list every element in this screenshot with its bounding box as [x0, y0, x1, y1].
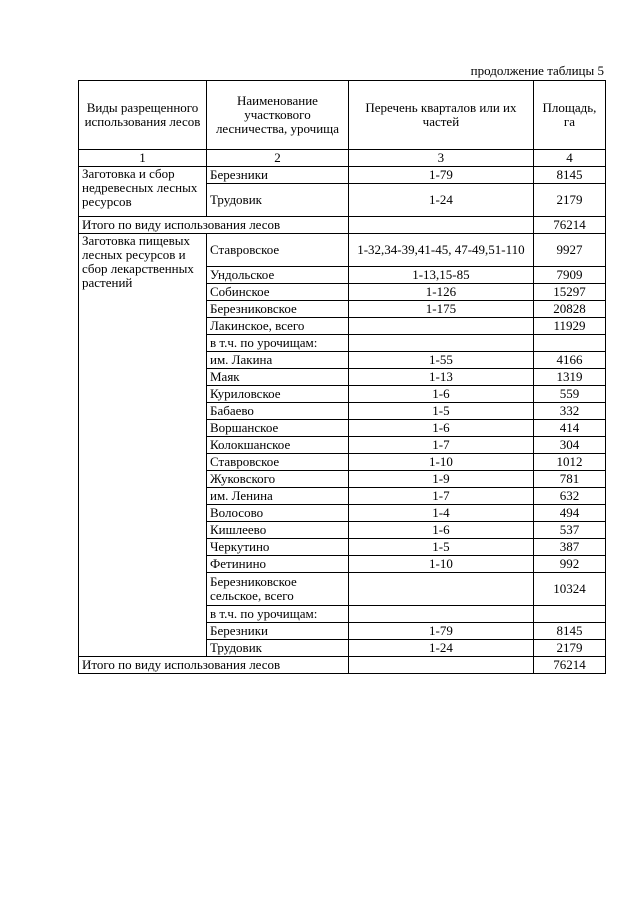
area-cell: 1012: [533, 454, 605, 471]
table-caption: продолжение таблицы 5: [470, 63, 604, 78]
quarters-cell: 1-5: [348, 539, 533, 556]
area-cell: 8145: [533, 623, 605, 640]
quarters-cell: 1-10: [348, 556, 533, 573]
forestry-name-cell: Березниковское: [206, 301, 348, 318]
quarters-cell: [348, 606, 533, 623]
quarters-cell: [348, 335, 533, 352]
forestry-name-cell: Маяк: [206, 369, 348, 386]
forestry-name-cell: Березники: [206, 167, 348, 184]
quarters-cell: 1-13,15-85: [348, 267, 533, 284]
forestry-name-cell: Ставровское: [206, 234, 348, 267]
quarters-cell: 1-13: [348, 369, 533, 386]
quarters-cell: [348, 573, 533, 606]
forestry-name-cell: Трудовик: [206, 184, 348, 217]
quarters-cell: 1-6: [348, 420, 533, 437]
forestry-name-cell: Бабаево: [206, 403, 348, 420]
area-cell: 332: [533, 403, 605, 420]
forestry-name-cell: в т.ч. по урочищам:: [206, 335, 348, 352]
forestry-name-cell: Куриловское: [206, 386, 348, 403]
table-row: [79, 234, 606, 267]
forestry-name-cell: Жуковского: [206, 471, 348, 488]
header-quarters: Перечень кварталов или их частей: [348, 81, 533, 150]
area-cell: 8145: [533, 167, 605, 184]
quarters-cell: 1-175: [348, 301, 533, 318]
quarters-cell: 1-55: [348, 352, 533, 369]
area-cell: 992: [533, 556, 605, 573]
quarters-cell: 1-79: [348, 167, 533, 184]
area-cell: 9927: [533, 234, 605, 267]
forestry-name-cell: Березники: [206, 623, 348, 640]
use-type-cell: Заготовка и сбор недревесных лесных ресурсов: [79, 167, 207, 217]
area-cell: 2179: [533, 184, 605, 217]
quarters-cell: 1-79: [348, 623, 533, 640]
quarters-cell: 1-24: [348, 640, 533, 657]
area-cell: [533, 606, 605, 623]
area-cell: 632: [533, 488, 605, 505]
column-number-row: [79, 150, 606, 167]
total-row: [79, 657, 606, 674]
quarters-cell: 1-6: [348, 386, 533, 403]
column-number: 2: [206, 150, 348, 167]
column-number: 1: [79, 150, 207, 167]
total-quarters-cell: [348, 217, 533, 234]
total-quarters-cell: [348, 657, 533, 674]
area-cell: 11929: [533, 318, 605, 335]
forestry-name-cell: Воршанское: [206, 420, 348, 437]
table-row: [79, 167, 606, 184]
area-cell: 7909: [533, 267, 605, 284]
header-forestry-name: Наименование участкового лесничества, урочища: [206, 81, 348, 150]
area-cell: [533, 335, 605, 352]
forestry-name-cell: Березниковское сельское, всего: [206, 573, 348, 606]
quarters-cell: 1-6: [348, 522, 533, 539]
quarters-cell: 1-10: [348, 454, 533, 471]
quarters-cell: 1-32,34-39,41-45, 47-49,51-110: [348, 234, 533, 267]
quarters-cell: 1-126: [348, 284, 533, 301]
forestry-name-cell: Колокшанское: [206, 437, 348, 454]
forestry-name-cell: Ундольское: [206, 267, 348, 284]
forestry-name-cell: Собинское: [206, 284, 348, 301]
area-cell: 4166: [533, 352, 605, 369]
header-area: Площадь, га: [533, 81, 605, 150]
forestry-name-cell: Черкутино: [206, 539, 348, 556]
column-number: 4: [533, 150, 605, 167]
area-cell: 15297: [533, 284, 605, 301]
use-type-cell: Заготовка пищевых лесных ресурсов и сбор лекарственных растений: [79, 234, 207, 657]
forestry-name-cell: Кишлеево: [206, 522, 348, 539]
total-area: 76214: [533, 657, 605, 674]
forest-use-table: [78, 80, 606, 674]
area-cell: 2179: [533, 640, 605, 657]
header-use-type: Виды разрещенного использования лесов: [79, 81, 207, 150]
area-cell: 781: [533, 471, 605, 488]
quarters-cell: 1-7: [348, 437, 533, 454]
forestry-name-cell: Ставровское: [206, 454, 348, 471]
quarters-cell: [348, 318, 533, 335]
forestry-name-cell: Фетинино: [206, 556, 348, 573]
area-cell: 10324: [533, 573, 605, 606]
forestry-name-cell: Волосово: [206, 505, 348, 522]
area-cell: 20828: [533, 301, 605, 318]
forestry-name-cell: им. Ленина: [206, 488, 348, 505]
area-cell: 559: [533, 386, 605, 403]
column-number: 3: [348, 150, 533, 167]
total-area: 76214: [533, 217, 605, 234]
forestry-name-cell: им. Лакина: [206, 352, 348, 369]
area-cell: 1319: [533, 369, 605, 386]
header-row: [79, 81, 606, 150]
quarters-cell: 1-9: [348, 471, 533, 488]
total-row: [79, 217, 606, 234]
forestry-name-cell: Трудовик: [206, 640, 348, 657]
quarters-cell: 1-24: [348, 184, 533, 217]
quarters-cell: 1-5: [348, 403, 533, 420]
area-cell: 494: [533, 505, 605, 522]
area-cell: 537: [533, 522, 605, 539]
forestry-name-cell: в т.ч. по урочищам:: [206, 606, 348, 623]
quarters-cell: 1-4: [348, 505, 533, 522]
total-label: Итого по виду использования лесов: [79, 217, 349, 234]
total-label: Итого по виду использования лесов: [79, 657, 349, 674]
area-cell: 304: [533, 437, 605, 454]
forestry-name-cell: Лакинское, всего: [206, 318, 348, 335]
quarters-cell: 1-7: [348, 488, 533, 505]
area-cell: 387: [533, 539, 605, 556]
area-cell: 414: [533, 420, 605, 437]
